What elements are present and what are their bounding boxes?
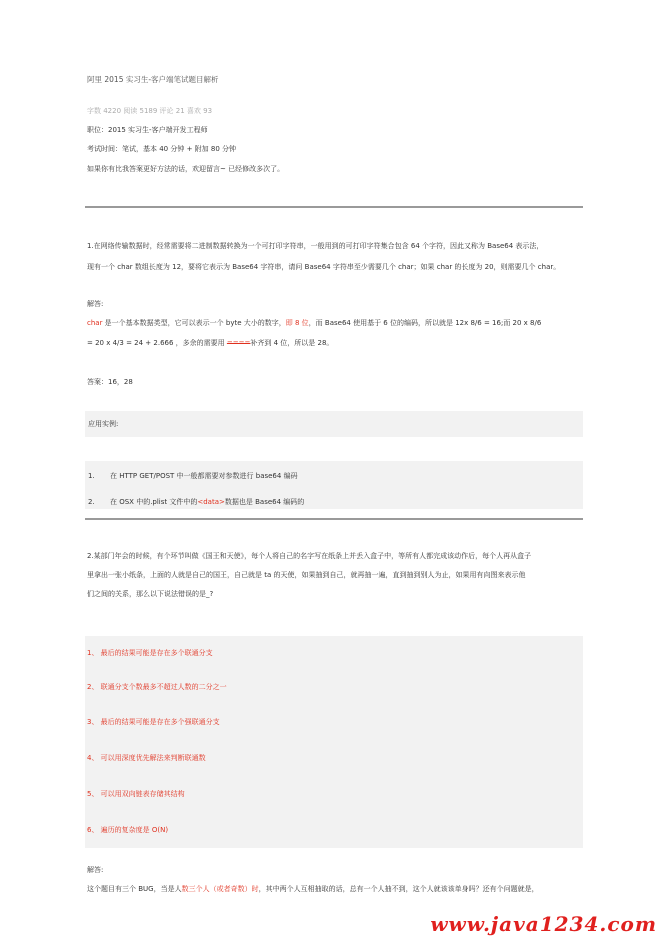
list-item: 1. 在 HTTP GET/POST 中一般都需要对参数进行 base64 编码 <box>88 472 298 480</box>
exam-time-text: 考试时间：笔试，基本 40 分钟 + 附加 80 分钟 <box>87 145 237 153</box>
divider <box>85 518 583 520</box>
option-5: 5、 可以用双向链表存储其结构 <box>87 790 185 798</box>
q1-analysis-label: 解答: <box>87 300 104 308</box>
option-4: 4、 可以用深度优先解法来判断联通数 <box>87 754 206 762</box>
position-text: 职位：2015 实习生-客户端开发工程师 <box>87 126 208 134</box>
option-2: 2、 联通分支个数最多不超过人数的二分之一 <box>87 683 227 691</box>
char-keyword: char <box>87 319 103 327</box>
highlight-padding: ==== <box>226 339 251 347</box>
q1-analysis-line-1: char 是一个基本数据类型，它可以表示一个 byte 大小的数字，即 8 位，而 Base64 使用基于 6 位的编码，所以就是 12x 8/6 = 16;而 20 x 8/6 <box>87 319 542 327</box>
q2-analysis-line: 这个题目有三个 BUG，当是人数三个人（或者奇数）时，其中两个人互相抽取的话，总有一个人抽不到，这个人就该该单身吗？还有个问题就是， <box>87 885 539 893</box>
divider <box>85 206 583 208</box>
q2-line-2: 里拿出一张小纸条，上面的人就是自己的国王，自己就是 ta 的天使，如果抽到自己，就再抽一遍，直到抽到别人为止，如果用有向图来表示他 <box>87 571 526 579</box>
highlight-8-bit: 即 8 位 <box>285 319 309 327</box>
q2-line-3: 们之间的关系，那么以下说法错误的是_? <box>87 590 214 598</box>
apply-label: 应用实例: <box>88 420 119 428</box>
option-1: 1、 最后的结果可能是存在多个联通分支 <box>87 649 213 657</box>
note-text: 如果你有比我答案更好方法的话，欢迎留言~ 已经修改多次了。 <box>87 165 285 173</box>
site-watermark: www.java1234.com <box>430 912 657 936</box>
list-item: 2. 在 OSX 中的.plist 文件中的<data>数据也是 Base64 编码的 <box>88 498 305 506</box>
q1-answer: 答案：16，28 <box>87 378 133 386</box>
options-box <box>85 636 583 848</box>
highlight-odd-count: 数三个人（或者奇数）时 <box>181 885 259 893</box>
q1-line-1: 1.在网络传输数据时，经常需要将二进制数据转换为一个可打印字符串，一般用到的可打印字符集合包含 64 个字符，因此又称为 Base64 表示法， <box>87 242 544 250</box>
q2-line-1: 2.某部门年会的时候，有个环节叫做《国王和天使》，每个人将自己的名字写在纸条上并丢入盒子中，等所有人都完成该动作后，每个人再从盒子 <box>87 552 532 560</box>
article-meta: 字数 4220 阅读 5189 评论 21 喜欢 93 <box>87 107 213 115</box>
option-6: 6、 遍历的复杂度是 O(N) <box>87 826 169 834</box>
q1-analysis-line-2: = 20 x 4/3 = 24 + 2.666 ，多余的需要用 ====补齐到 4 位，所以是 28。 <box>87 339 334 347</box>
data-tag: <data> <box>197 498 225 506</box>
article-title: 阿里 2015 实习生-客户端笔试题目解析 <box>87 75 219 84</box>
option-3: 3、 最后的结果可能是存在多个强联通分支 <box>87 718 220 726</box>
q2-analysis-label: 解答: <box>87 866 104 874</box>
q1-line-2: 现有一个 char 数组长度为 12，要将它表示为 Base64 字符串，请问 Base64 字符串至少需要几个 char；如果 char 的长度为 20，则需要几个 char。 <box>87 263 561 271</box>
apply-label-box <box>85 411 583 437</box>
